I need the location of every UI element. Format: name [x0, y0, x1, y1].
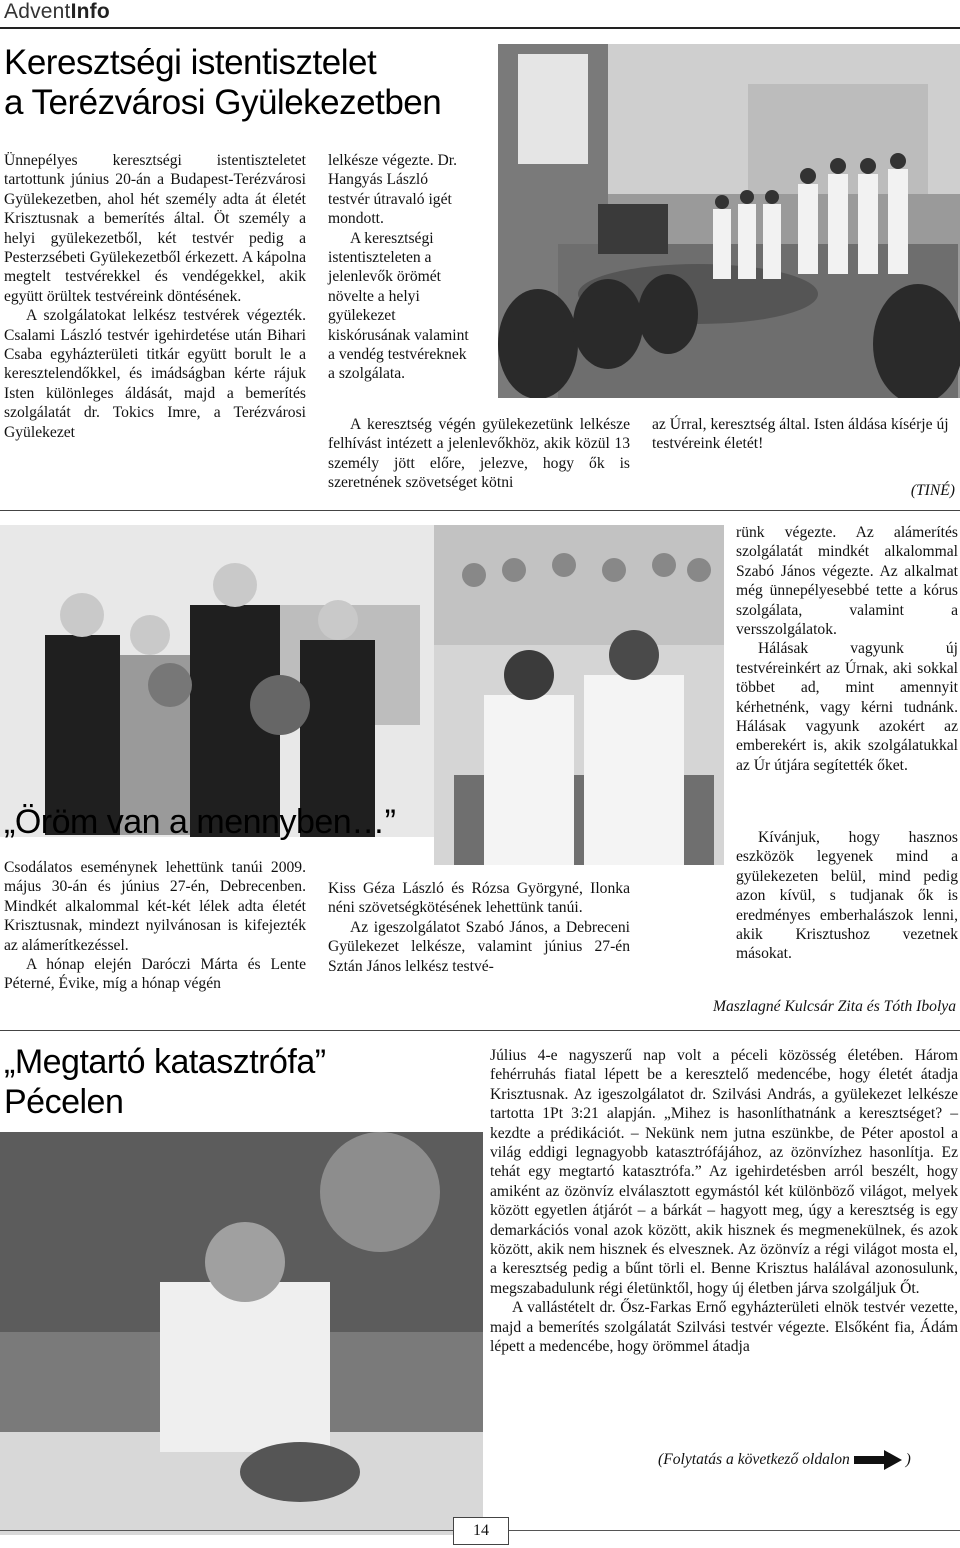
paragraph: A szolgálatokat lelkész testvérek végezték. Csalami László testvér igehirdetése után Bihari Csaba egyházterületi titkár együtt borult le a keresztelendőkkel, és imádságban kérte rájuk Isten különleges áldását, majd a bemerítés szolgálatát dr. Tokics Imre, a Terézvárosi Gyülekezet: [4, 307, 306, 441]
arrow-right-icon: [854, 1450, 902, 1470]
article1-title-line2: a Terézvárosi Gyülekezetben: [4, 83, 442, 122]
article1-column2-wide: [328, 415, 630, 493]
article3-title-line1: „Megtartó katasztrófa”: [4, 1043, 326, 1081]
section-divider: [0, 510, 960, 511]
pecel-baptism-photo: [0, 1132, 483, 1535]
article1-column1: [4, 151, 306, 442]
article2-title: „Öröm van a mennyben…”: [4, 803, 396, 841]
baptism-church-photo: [498, 44, 960, 398]
paragraph: az Úrral, keresztség által. Isten áldása kísérje új testvéreink életét!: [652, 416, 949, 453]
group-portrait-photo: [0, 525, 434, 837]
article3-title: [4, 1042, 474, 1122]
continued-text: (Folytatás a következő oldalon: [658, 1451, 850, 1468]
article1-title: [4, 43, 484, 123]
article2-column3-wide: [652, 828, 958, 964]
paragraph: Az igeszolgálatot Szabó János, a Debreceni Gyülekezet lelkésze, valamint június 27-én Sztán János lelkész testvé-: [328, 918, 630, 975]
continued-close: ): [905, 1451, 911, 1468]
article2-column2: [328, 879, 630, 976]
debrecen-baptism-photo: [434, 525, 724, 865]
article1-column2-narrow: [328, 151, 472, 384]
brand-logo: [4, 0, 110, 24]
section-divider: [0, 1030, 960, 1031]
article2-column3-narrow: [736, 523, 958, 775]
article1-signature: (TINÉ): [910, 482, 955, 499]
paragraph: A hónap elején Daróczi Márta és Lente Péterné, Évike, míg a hónap végén: [4, 956, 306, 993]
continued-note: [658, 1449, 958, 1471]
paragraph: Kiss Géza László és Rózsa Györgyné, Ilonka néni szövetségkötésének lehettünk tanúi.: [328, 880, 630, 917]
paragraph: Július 4-e nagyszerű nap volt a péceli közösség életében. Három fehérruhás fiatal lépett be a keresztelő medencébe, hogy életét átadja Krisztusnak. Az igeszolgálatot dr. Szilvási András, a gyülekezet lelkésze tartotta 1Pt 3:21 alapján. „Mihez is hasonlíthatnánk a keresztséget? – kezdte a prédikációt. – Nekünk nem jutna eszünkbe, de Péter apostol a világ eddigi legnagyobb katasztrófájához, az özönvízhez hasonlítja. Ez tehát egy megtartó katasztrófa.” Az igehirdetésben arról beszélt, hogy amiként az özönvíz elválasztott egymástól két különböző világot, melyek között egyetlen átjárót – a bárkát – hagyott meg, úgy a keresztség is egy demarkációs vonal azok között, akik hisznek és megmenekülnek, és azok között, akik nem hisznek és elvesznek. Az özönvíz a régi világot mosta el, a keresztség pedig a bűnt törli el. Benne Krisztus halálával azonosulunk, megszabadulunk régi életünktől, hogy új életben járva szolgáljuk Őt.: [490, 1047, 958, 1297]
paragraph: A keresztségi istentiszteleten a jelenlevők örömét növelte a helyi gyülekezet kiskórusának valamint a vendég testvéreknek a szolgálata.: [328, 229, 469, 383]
brand-bold: Info: [70, 0, 110, 23]
article3-body: [490, 1046, 958, 1357]
paragraph: A vallástételt dr. Ősz-Farkas Ernő egyházterületi elnök testvér vezette, majd a bemerítés szolgálatát Szilvási testvér végezte. Elsőként fia, Ádám lépett a medencébe, hogy örömmel átadja: [490, 1299, 958, 1356]
article1-title-line1: Keresztségi istentisztelet: [4, 43, 377, 82]
paragraph: Csodálatos eseménynek lehettünk tanúi 2009. május 30-án és június 27-én, Debrecenben. Mindkét alkalommal két-két lélek adta életét Krisztusnak, mindezt nyilvánosan is kifejezték az alámerítkezéssel.: [4, 859, 306, 954]
paragraph: A keresztség végén gyülekezetünk lelkésze felhívást intézett a jelenlevőkhöz, akik közül 13 személy jött előre, jelezve, hogy ők is szeretnének szövetséget kötni: [328, 416, 630, 492]
paragraph: lelkésze végezte. Dr. Hangyás László testvér útravaló igét mondott.: [328, 152, 458, 228]
paragraph: Ünnepélyes keresztségi istentiszteletet tartottunk június 20-án a Budapest-Terézvárosi Gyülekezetben, ahol hét személy adta át életét Krisztusnak a bemerítés által. Öt személy a helyi gyülekezetből, két testvér pedig a Pesterzsébeti Gyülekezetből érkezett. A kápolna megtelt testvérekkel és vendégekkel, akik együtt örültek testvéreink döntésének.: [4, 152, 306, 305]
header-rule: [0, 27, 960, 29]
article1-column3: [652, 415, 957, 454]
page-number: 14: [453, 1517, 509, 1545]
brand-light: Advent: [4, 0, 71, 23]
article2-signature: Maszlagné Kulcsár Zita és Tóth Ibolya: [712, 998, 956, 1015]
article2-column1: [4, 858, 306, 994]
paragraph: Kívánjuk, hogy hasznos eszközök legyenek mind a gyülekezeten belül, mind pedig azon kívül, s tudjanak ők is eredményes emberhalászok lenni, akik Krisztushoz vezetnek másokat.: [736, 829, 958, 963]
article3-title-line2: Pécelen: [4, 1083, 124, 1121]
paragraph: Hálásak vagyunk új testvéreinkért az Úrnak, aki sokkal többet ad, mint amennyit kérhetnénk, vagy kérni tudnánk. Hálásak vagyunk azokért az emberekért is, akik szolgálatukkal az Úr útjára segítették őket.: [736, 640, 958, 774]
paragraph: rünk végezte. Az alámerítés szolgálatát mindkét alkalommal Szabó János végezte. Az alkalmat még ünnepélyesebbé tette a kórus szolgálata, valamint a versszolgálatok.: [736, 524, 958, 639]
